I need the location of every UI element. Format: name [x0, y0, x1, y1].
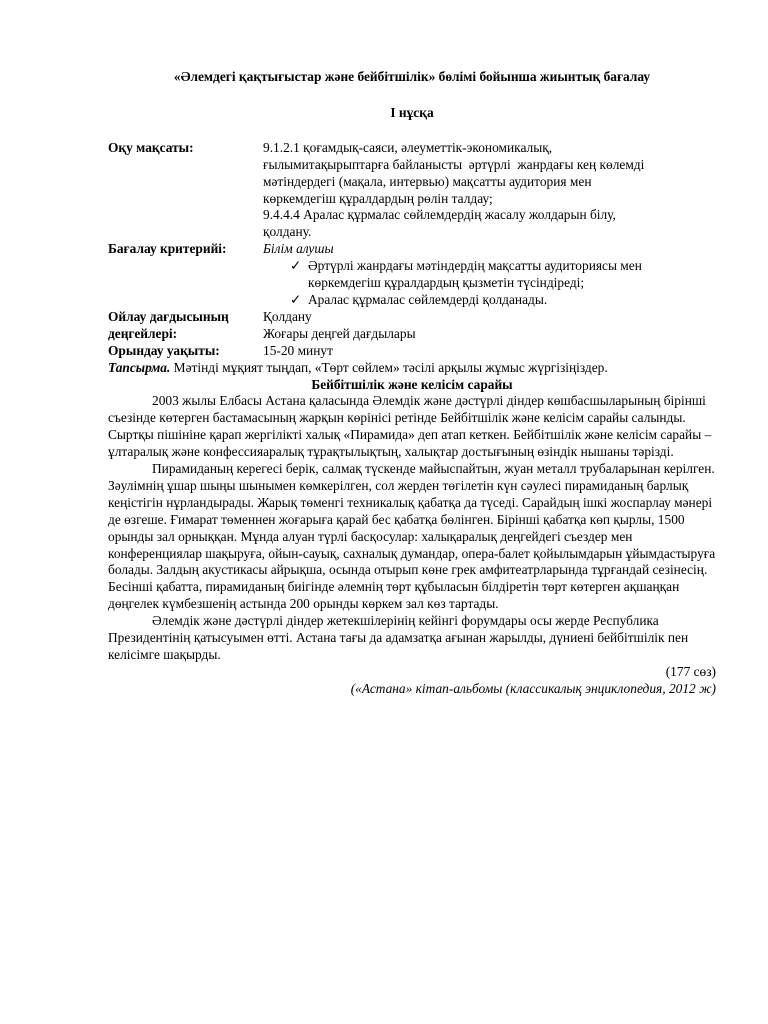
text-title: Бейбітшілік және келісім сарайы: [311, 376, 513, 392]
document-title: «Әлемдегі қақтығыстар және бейбітшілік» бөлімі бойынша жиынтық бағалау: [173, 69, 651, 84]
text-paragraph: Әлемдік және дәстүрлі діндер жетекшілерінің кейінгі форумдары осы жерде Республика Президентінің қатысуымен өтті. Астана тағы да адамзатқа ағынан жарылды, дүниені бейбітшілік пен келісімге шақырды.: [108, 613, 689, 662]
objective-line: ғылымитақырыптарға байланысты әртүрлі жанрдағы кең көлемді: [263, 156, 645, 172]
criteria-item-text: көркемдегіш құралдардың қызметін түсіндіреді;: [308, 275, 585, 291]
checkmark-icon: ✓: [290, 258, 302, 274]
objective-line: 9.1.2.1 қоғамдық-саяси, әлеуметтік-экономикалық,: [263, 139, 553, 155]
word-count: (177 сөз): [665, 663, 716, 679]
criteria-row: [108, 241, 716, 309]
criteria-list: [263, 258, 716, 309]
thinking-level-label: Ойлау дағдысының деңгейлері:: [108, 308, 229, 341]
criteria-item-continued: [290, 275, 716, 292]
text-paragraph: 2003 жылы Елбасы Астана қаласында Әлемдік және дәстүрлі діндер көшбасшыларының бірінші съезінде көтерген бастамасының жарқын көрінісі ретінде Бейбітшілік және келісім сарайы салынды. Сыртқы пішініне қарап жергілікті халық «Пирамида» деп атап кеткен. Бейбітшілік және келісім сарайы – ұлтаралық және конфессияаралық тұрақтылықтың, халықтар достығының өзіндік нышаны тәрізді.: [108, 393, 712, 460]
criteria-intro: Білім алушы: [263, 241, 334, 257]
task-text: Мәтінді мұқият тыңдап, «Төрт сөйлем» тәсілі арқылы жұмыс жүргізіңіздер.: [170, 359, 608, 375]
time-row: [108, 343, 716, 360]
learning-objective-label: Оқу мақсаты:: [108, 139, 194, 155]
task-instruction: [108, 360, 716, 377]
criteria-item: [290, 292, 716, 309]
assessment-info: [108, 140, 716, 360]
criteria-label: Бағалау критерийі:: [108, 241, 227, 257]
thinking-level-row: [108, 309, 716, 343]
learning-objective-row: [108, 140, 716, 241]
objective-line: 9.4.4.4 Аралас құрмалас сөйлемдердің жасалу жолдарын білу,: [263, 207, 616, 223]
objective-line: қолдану.: [263, 224, 312, 240]
variant-heading: I нұсқа: [390, 104, 434, 120]
learning-objective-value: [263, 140, 716, 241]
criteria-item: [290, 258, 716, 275]
criteria-item-text: Әртүрлі жанрдағы мәтіндердің мақсатты аудиториясы мен: [308, 258, 642, 274]
time-value: 15-20 минут: [263, 342, 333, 358]
document-page: [108, 69, 716, 698]
task-label: Тапсырма.: [108, 359, 171, 375]
checkmark-icon: ✓: [290, 291, 302, 307]
objective-line: көркемдегіш құралдардың рөлін талдау;: [263, 190, 493, 206]
objective-line: мәтіндердегі (мақала, интервью) мақсатты аудитория мен: [263, 173, 592, 189]
criteria-value: [263, 241, 716, 309]
thinking-level-value: Қолдану Жоғары деңгей дағдылары: [263, 308, 416, 341]
source-citation: («Астана» кітап-альбомы (классикалық энциклопедия, 2012 ж): [350, 680, 716, 696]
criteria-item-text: Аралас құрмалас сөйлемдерді қолданады.: [308, 291, 548, 307]
time-label: Орындау уақыты:: [108, 342, 220, 358]
text-paragraph: Пирамиданың керегесі берік, салмақ түскенде майыспайтын, жуан металл трубаларынан керілген. Зәулімнің ұшар шыңы шынымен көмкерілген, сол жерден төгілетін күн сәулесі пирамиданың барлық кеңістігін нұрландырады. Жарық төменгі техникалық қабатқа да түседі. Сарайдың ішкі жоспарлау мәнері де өзгеше. Ғимарат төменнен жоғарыға қарай бес қабатқа бөлінген. Бірінші қабатқа көп қырлы, 1500 орынды зал орныққан. Мұнда алуан түрлі басқосулар: халықаралық деңгейдегі съездер мен конференциялар шақыруға, ойын-сауық, сахналық думандар, опера-балет қойылымдарын ұйымдастыруға болады. Залдың акустикасы айрықша, осында отырып көне грек амфитеатрларында тұрғандай сезінесің. Бесінші қабатта, пирамиданың биігінде әлемнің төрт құбыласын білдіретін төрт көтерген ақшаңқан дөңгелек күмбезшенің астында 200 орынды көркем зал көз тартады.: [108, 461, 716, 612]
